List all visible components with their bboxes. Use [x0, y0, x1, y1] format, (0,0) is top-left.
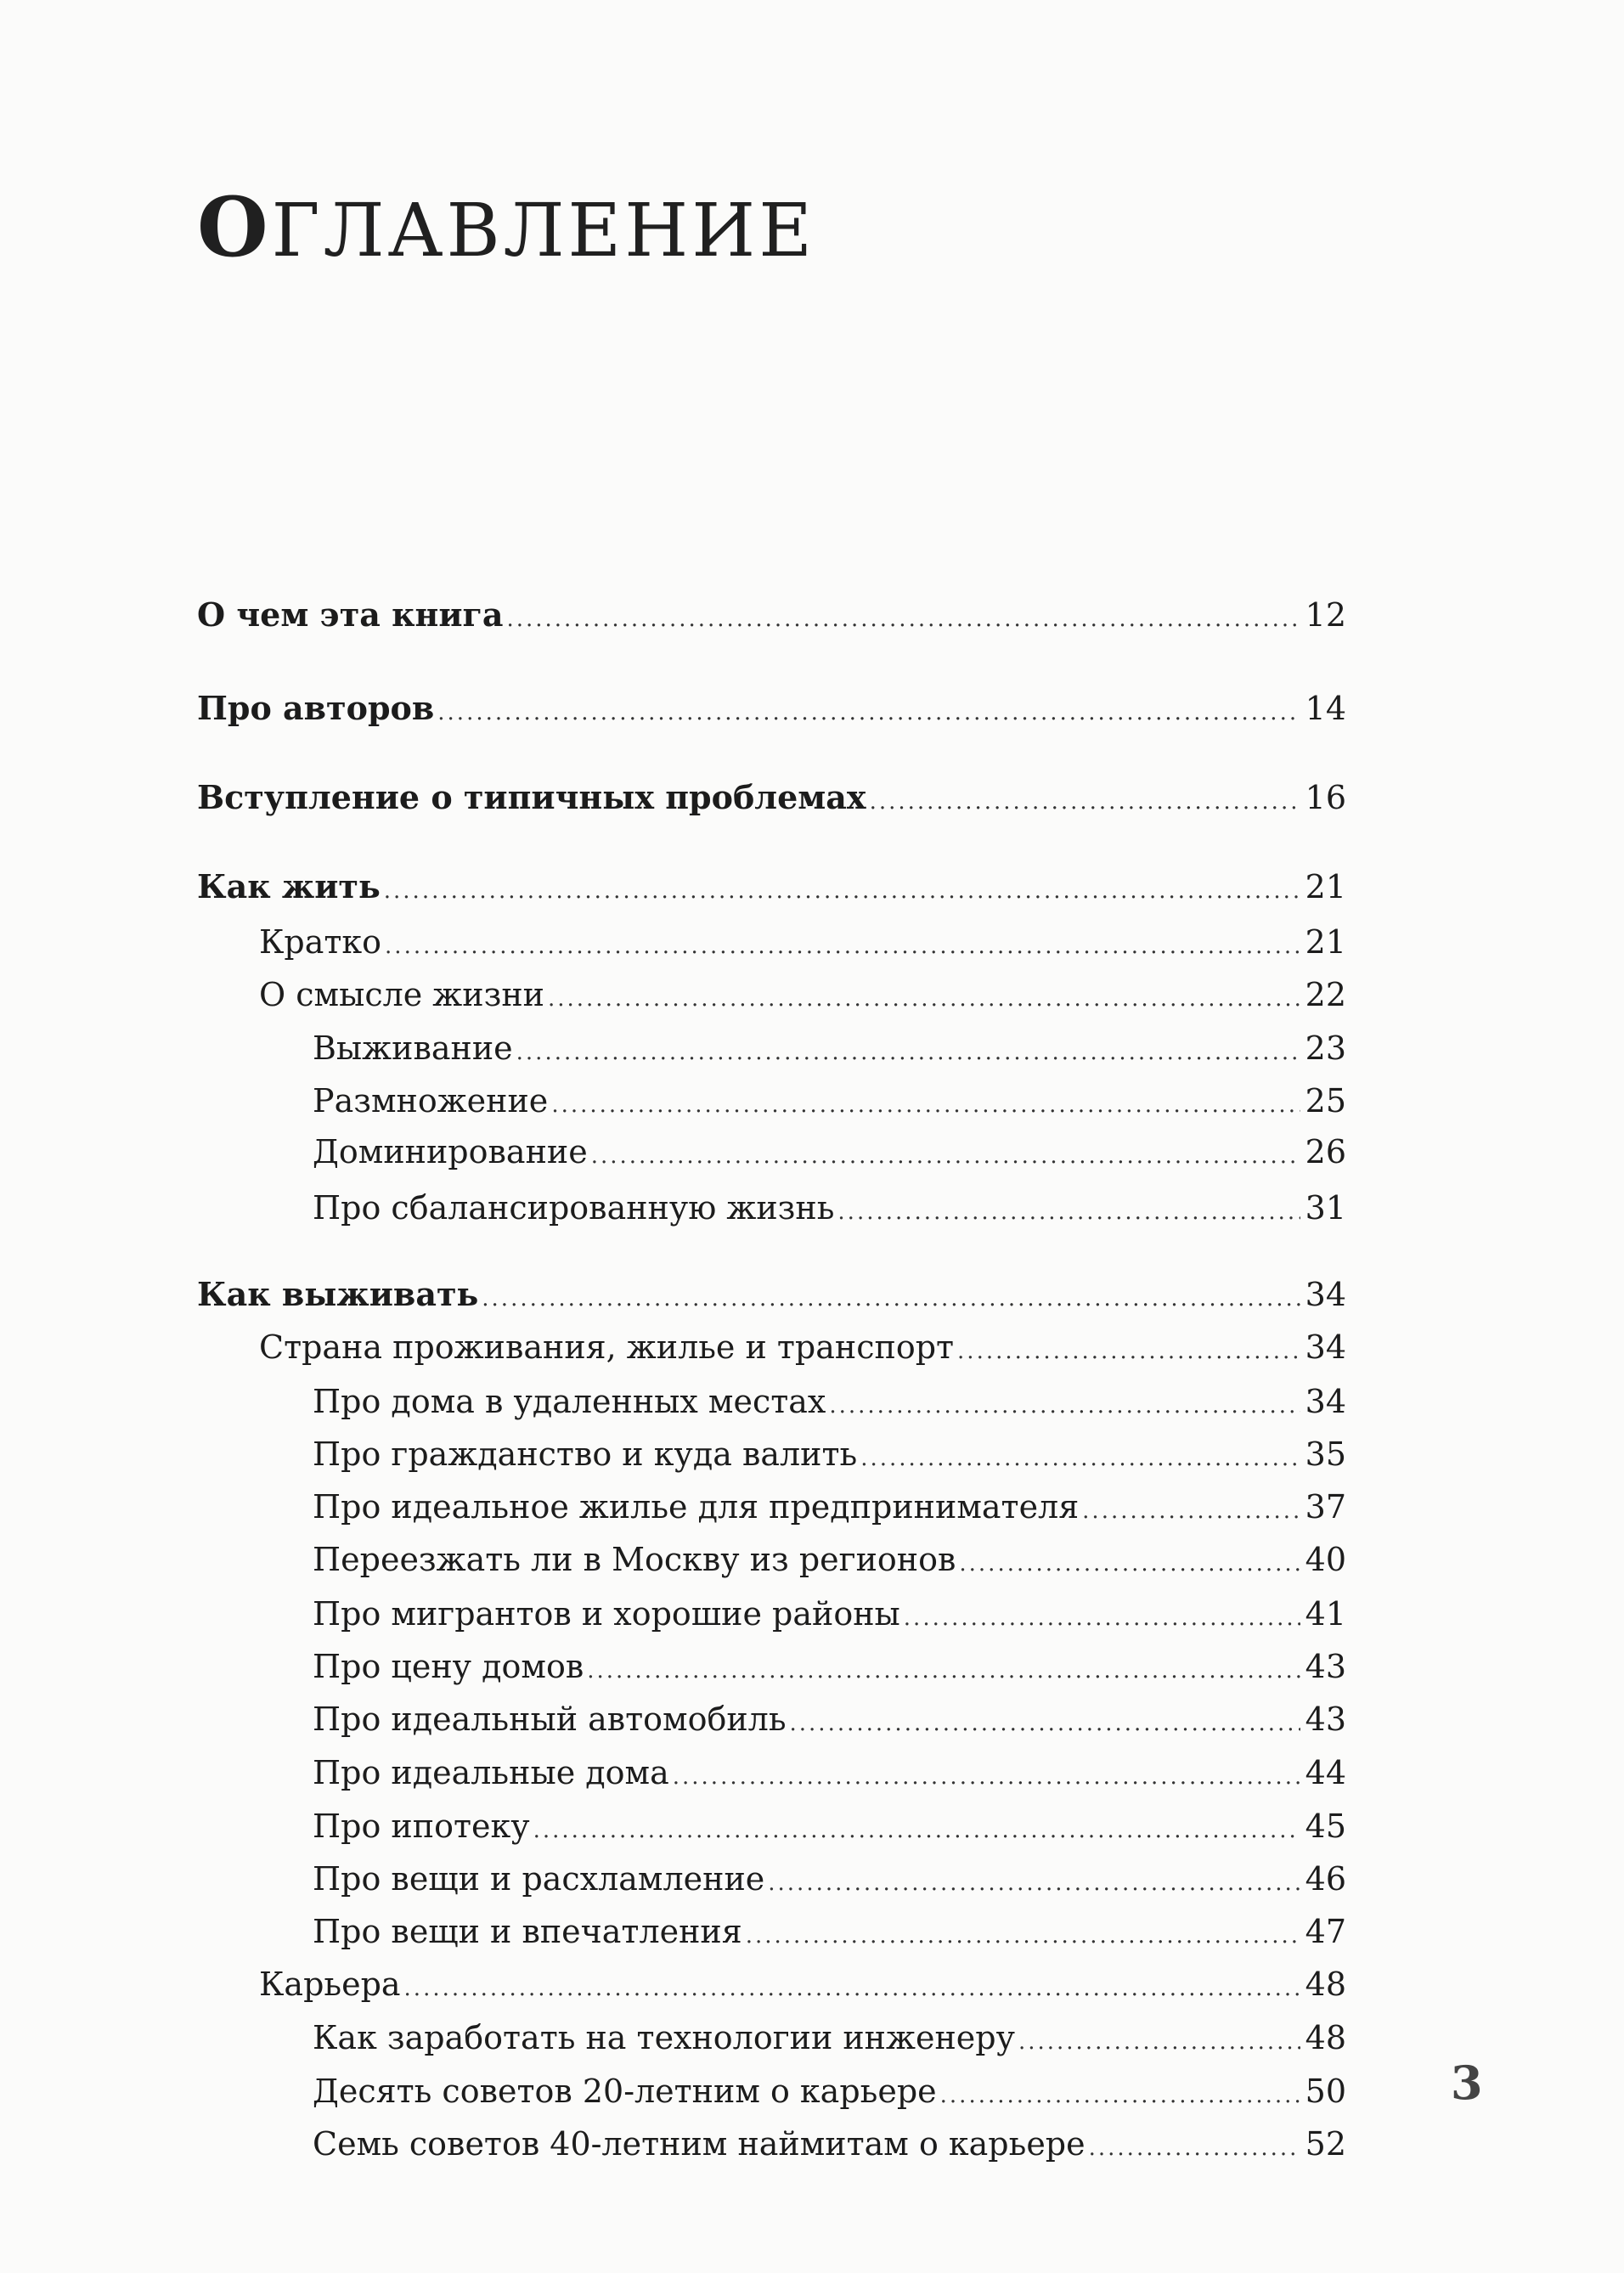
dot-leader: [837, 1192, 1300, 1232]
dot-leader: [829, 1385, 1300, 1426]
toc-entry: [313, 1131, 1346, 1172]
toc-entry: [313, 1699, 1346, 1740]
toc-entry-title: Про цену домов: [313, 1648, 584, 1685]
toc-entry-page: 21: [1305, 868, 1346, 905]
toc-entry-title: Про идеальный автомобиль: [313, 1701, 787, 1738]
toc-entry-page: 45: [1305, 1808, 1346, 1845]
dot-leader: [940, 2075, 1300, 2116]
toc-entry-page: 22: [1305, 976, 1346, 1013]
toc-entry-title: Кратко: [259, 923, 382, 961]
toc-entry: [313, 1486, 1346, 1527]
dot-leader: [957, 1331, 1300, 1372]
dot-leader: [385, 926, 1300, 967]
toc-entry: [197, 777, 1346, 818]
toc-entry-title: Про ипотеку: [313, 1808, 530, 1845]
dot-leader: [548, 979, 1300, 1019]
toc-entry: [313, 1752, 1346, 1793]
toc-entry: [197, 595, 1346, 635]
toc-entry: [313, 1646, 1346, 1687]
toc-entry: [313, 1187, 1346, 1228]
dot-leader: [482, 1278, 1300, 1319]
toc-entry: [313, 1539, 1346, 1580]
dot-leader: [959, 1543, 1300, 1584]
dot-leader: [516, 1032, 1300, 1073]
dot-leader: [860, 1438, 1300, 1479]
toc-entry: [259, 922, 1346, 962]
toc-entry-page: 25: [1305, 1082, 1346, 1120]
dot-leader: [591, 1136, 1300, 1176]
toc-entry-page: 31: [1305, 1189, 1346, 1227]
toc-entry-title: Про сбалансированную жизнь: [313, 1189, 835, 1227]
toc-entry-title: Про вещи и расхламление: [313, 1860, 765, 1898]
toc-entry-page: 48: [1305, 2019, 1346, 2056]
page-number: 3: [1451, 2056, 1483, 2110]
title-initial: О: [197, 179, 272, 275]
toc-entry-page: 34: [1305, 1276, 1346, 1313]
toc-entry: [313, 1381, 1346, 1422]
toc-entry: [313, 2071, 1346, 2112]
toc-entry-page: 40: [1305, 1541, 1346, 1578]
toc-entry-title: Размножение: [313, 1082, 549, 1120]
toc-entry-title: О чем эта книга: [197, 595, 504, 634]
toc-entry-title: Про дома в удаленных местах: [313, 1383, 826, 1420]
dot-leader: [1018, 2022, 1300, 2062]
toc-entry-page: 35: [1305, 1435, 1346, 1473]
toc-entry: [313, 1434, 1346, 1475]
dot-leader: [790, 1703, 1300, 1744]
toc-entry-title: Страна проживания, жилье и транспорт: [259, 1328, 955, 1366]
toc-entry-page: 43: [1305, 1701, 1346, 1738]
toc-entry-page: 52: [1305, 2125, 1346, 2163]
dot-leader: [404, 1968, 1300, 2009]
toc-entry-title: Как жить: [197, 867, 381, 905]
dot-leader: [587, 1650, 1300, 1691]
toc-entry-title: Переезжать ли в Москву из регионов: [313, 1541, 956, 1578]
toc-entry-title: Про авторов: [197, 689, 435, 727]
toc-entry-title: Доминирование: [313, 1133, 588, 1170]
dot-leader: [1082, 1491, 1300, 1531]
toc-entry: [259, 1327, 1346, 1368]
toc-entry: [313, 1806, 1346, 1847]
toc-entry-title: Вступление о типичных проблемах: [197, 778, 866, 816]
dot-leader: [506, 599, 1300, 640]
toc-entry-page: 16: [1305, 779, 1346, 816]
toc-entry-title: Про мигрантов и хорошие районы: [313, 1595, 900, 1633]
toc-entry: [313, 1911, 1346, 1952]
dot-leader: [870, 781, 1300, 822]
toc-entry: [259, 1964, 1346, 2005]
toc-entry-title: Про вещи и впечатления: [313, 1913, 742, 1950]
toc-entry-page: 34: [1305, 1383, 1346, 1420]
toc-entry-page: 44: [1305, 1754, 1346, 1791]
dot-leader: [904, 1598, 1300, 1638]
toc-entry: [197, 866, 1346, 907]
toc-entry-page: 21: [1305, 923, 1346, 961]
toc-entry: [197, 1274, 1346, 1315]
toc-entry-title: Десять советов 20-летним о карьере: [313, 2073, 937, 2110]
toc-entry-page: 50: [1305, 2073, 1346, 2110]
toc-entry-title: Про идеальные дома: [313, 1754, 669, 1791]
toc-entry-page: 26: [1305, 1133, 1346, 1170]
toc-entry-title: О смысле жизни: [259, 976, 544, 1013]
dot-leader: [1089, 2128, 1300, 2169]
toc-entry-page: 43: [1305, 1648, 1346, 1685]
toc-entry-title: Семь советов 40-летним наймитам о карьере: [313, 2125, 1085, 2163]
toc-entry-page: 41: [1305, 1595, 1346, 1633]
dot-leader: [551, 1085, 1300, 1125]
toc-entry-page: 37: [1305, 1488, 1346, 1526]
toc-entry-page: 48: [1305, 1966, 1346, 2003]
dot-leader: [437, 692, 1300, 733]
toc-entry-page: 47: [1305, 1913, 1346, 1950]
toc-entry: [197, 688, 1346, 729]
toc-entry-title: Карьера: [259, 1966, 401, 2003]
toc-entry-title: Как выживать: [197, 1275, 479, 1313]
toc-entry-title: Выживание: [313, 1029, 513, 1067]
toc-entry: [313, 1593, 1346, 1634]
toc-entry-page: 23: [1305, 1029, 1346, 1067]
dot-leader: [746, 1915, 1300, 1956]
dot-leader: [768, 1863, 1300, 1904]
dot-leader: [533, 1810, 1300, 1851]
toc-entry: [313, 1080, 1346, 1121]
toc-entry-page: 12: [1305, 596, 1346, 634]
toc-entry: [313, 1028, 1346, 1069]
toc-entry-page: 34: [1305, 1328, 1346, 1366]
toc-entry-page: 46: [1305, 1860, 1346, 1898]
dot-leader: [384, 871, 1300, 911]
title-rest: ГЛАВЛЕНИЕ: [271, 189, 815, 274]
toc-entry: [313, 2124, 1346, 2164]
toc-entry: [313, 1858, 1346, 1899]
toc-entry-title: Про идеальное жилье для предпринимателя: [313, 1488, 1080, 1526]
toc-entry: [313, 2017, 1346, 2058]
toc-entry-page: 14: [1305, 690, 1346, 727]
toc-entry: [259, 974, 1346, 1015]
toc-entry-title: Как заработать на технологии инженеру: [313, 2019, 1015, 2056]
dot-leader: [673, 1757, 1300, 1797]
toc-entry-title: Про гражданство и куда валить: [313, 1435, 858, 1473]
